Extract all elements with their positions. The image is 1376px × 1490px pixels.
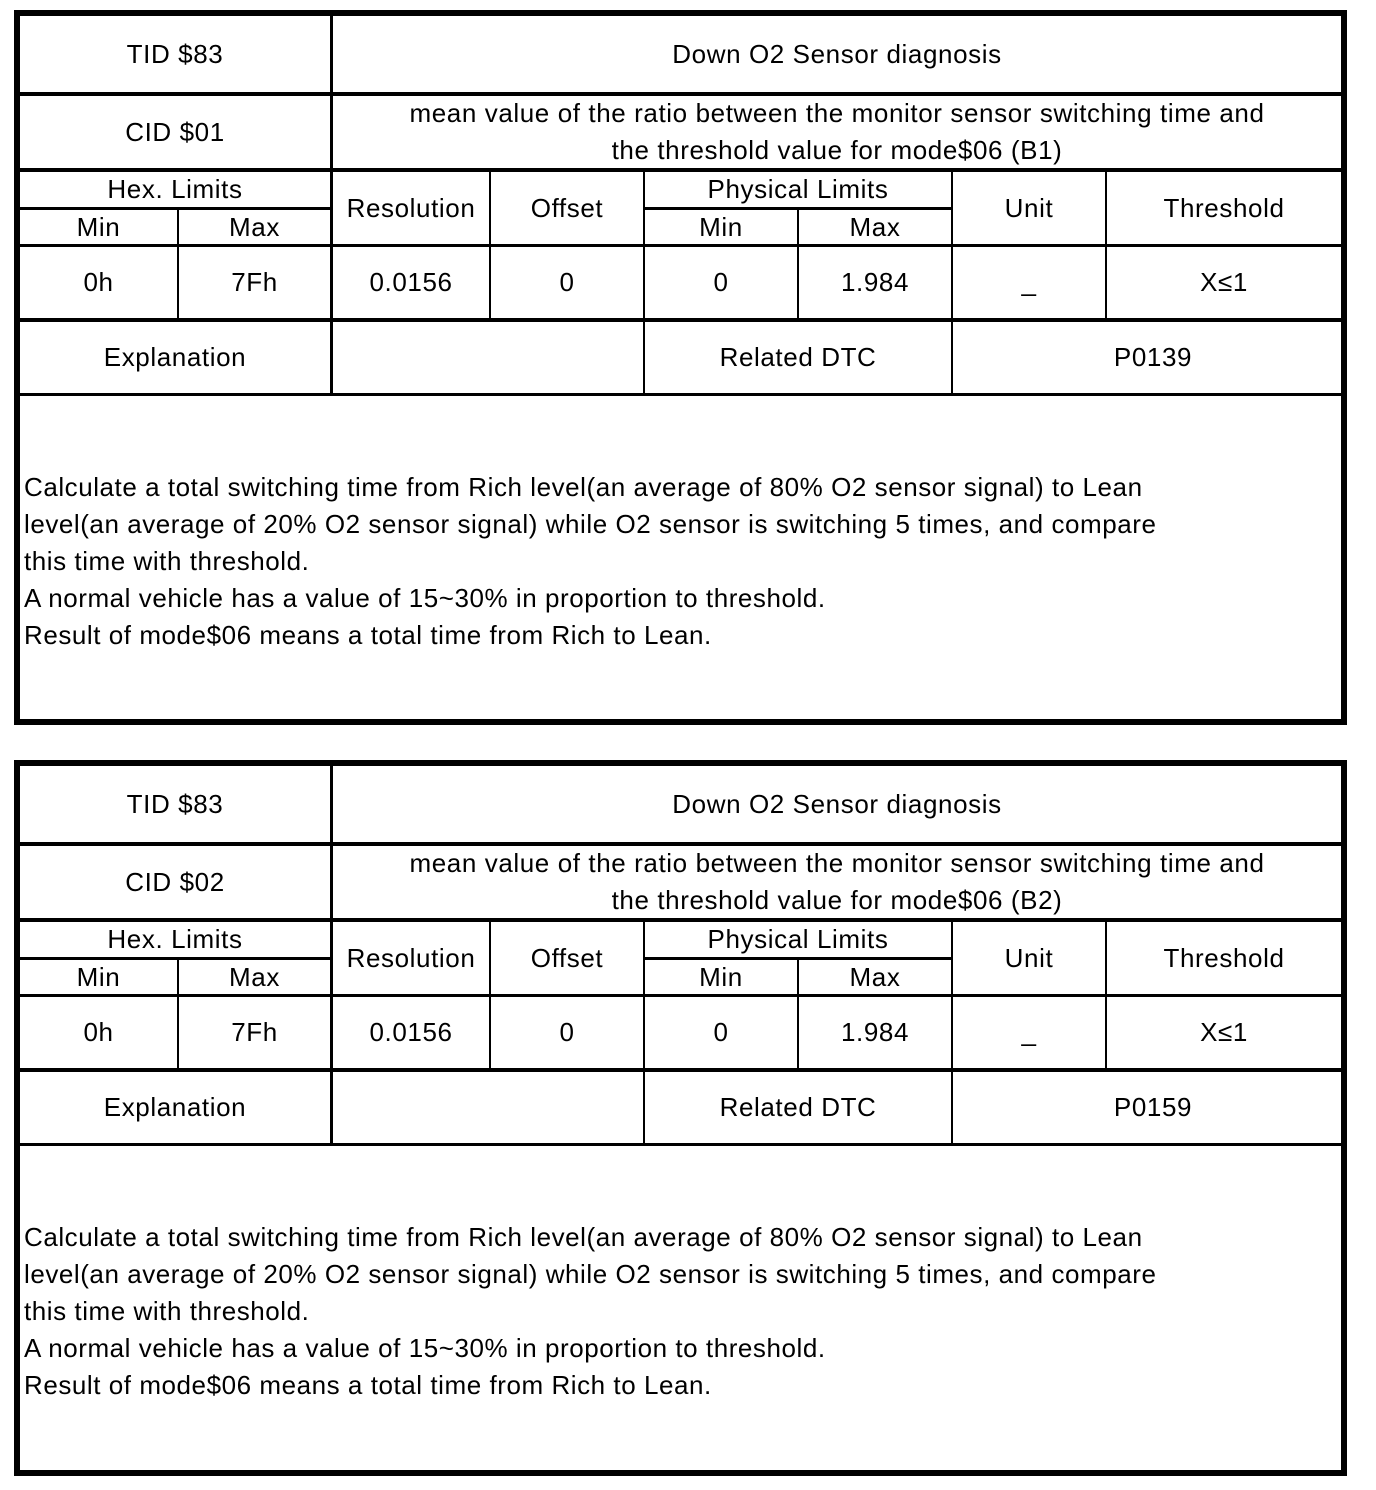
threshold-value: X≤1 bbox=[1200, 1017, 1248, 1047]
mode06-table-b1 bbox=[14, 10, 1347, 725]
description-line: the threshold value for mode$06 (B2) bbox=[611, 885, 1063, 915]
explanation-label: Explanation bbox=[103, 342, 247, 372]
title-cell: Down O2 Sensor diagnosis bbox=[672, 788, 1002, 819]
physical-limits-header: Physical Limits bbox=[707, 174, 889, 204]
explanation-line: A normal vehicle has a value of 15~30% in proportion to threshold. bbox=[24, 1332, 826, 1363]
phys-max-value: 1.984 bbox=[840, 1017, 910, 1047]
cid-cell: CID $02 bbox=[125, 866, 225, 897]
related-dtc-value: P0159 bbox=[1113, 1092, 1193, 1122]
mode06-table-b2 bbox=[14, 760, 1347, 1476]
phys-min-value: 0 bbox=[713, 1017, 729, 1047]
threshold-header: Threshold bbox=[1163, 192, 1285, 223]
hex-max-value: 7Fh bbox=[231, 267, 278, 297]
explanation-line: level(an average of 20% O2 sensor signal) while O2 sensor is switching 5 times, and compare bbox=[24, 508, 1157, 539]
resolution-value: 0.0156 bbox=[369, 1017, 453, 1047]
hex-min-value: 0h bbox=[83, 1017, 114, 1047]
explanation-line: Result of mode$06 means a total time from Rich to Lean. bbox=[24, 1369, 712, 1400]
explanation-text bbox=[24, 396, 1344, 726]
unit-value: _ bbox=[1021, 1017, 1037, 1047]
hex-min-header: Min bbox=[76, 961, 121, 992]
description-line: mean value of the ratio between the monitor sensor switching time and bbox=[409, 98, 1265, 128]
explanation-line: level(an average of 20% O2 sensor signal) while O2 sensor is switching 5 times, and compare bbox=[24, 1258, 1157, 1289]
physical-limits-header: Physical Limits bbox=[707, 924, 889, 954]
offset-value: 0 bbox=[559, 267, 575, 297]
threshold-header: Threshold bbox=[1163, 942, 1285, 973]
description-cell bbox=[333, 96, 1341, 168]
related-dtc-label: Related DTC bbox=[719, 1092, 877, 1122]
threshold-value: X≤1 bbox=[1200, 267, 1248, 297]
related-dtc-value: P0139 bbox=[1113, 342, 1193, 372]
explanation-line: this time with threshold. bbox=[24, 1295, 310, 1326]
resolution-header: Resolution bbox=[346, 942, 476, 973]
cid-cell: CID $01 bbox=[125, 116, 225, 147]
explanation-label: Explanation bbox=[103, 1092, 247, 1122]
hex-max-header: Max bbox=[229, 211, 280, 242]
tid-cell: TID $83 bbox=[126, 788, 224, 819]
hex-max-value: 7Fh bbox=[231, 1017, 278, 1047]
explanation-text bbox=[24, 1146, 1344, 1476]
title-cell: Down O2 Sensor diagnosis bbox=[672, 38, 1002, 69]
resolution-header: Resolution bbox=[346, 192, 476, 223]
related-dtc-label: Related DTC bbox=[719, 342, 877, 372]
hex-max-header: Max bbox=[229, 961, 280, 992]
description-line: the threshold value for mode$06 (B1) bbox=[611, 135, 1063, 165]
explanation-line: this time with threshold. bbox=[24, 545, 310, 576]
explanation-line: A normal vehicle has a value of 15~30% in proportion to threshold. bbox=[24, 582, 826, 613]
explanation-line: Calculate a total switching time from Rich level(an average of 80% O2 sensor signal) to Lean bbox=[24, 1221, 1143, 1252]
hex-limits-header: Hex. Limits bbox=[107, 174, 243, 204]
unit-header: Unit bbox=[1004, 192, 1054, 223]
tid-cell: TID $83 bbox=[126, 38, 224, 69]
phys-min-value: 0 bbox=[713, 267, 729, 297]
description-line: mean value of the ratio between the monitor sensor switching time and bbox=[409, 848, 1265, 878]
phys-max-header: Max bbox=[849, 961, 901, 992]
explanation-line: Result of mode$06 means a total time from Rich to Lean. bbox=[24, 619, 712, 650]
explanation-line: Calculate a total switching time from Rich level(an average of 80% O2 sensor signal) to Lean bbox=[24, 471, 1143, 502]
hex-min-header: Min bbox=[76, 211, 121, 242]
unit-header: Unit bbox=[1004, 942, 1054, 973]
offset-header: Offset bbox=[530, 192, 604, 223]
phys-min-header: Min bbox=[699, 211, 743, 242]
hex-min-value: 0h bbox=[83, 267, 114, 297]
offset-value: 0 bbox=[559, 1017, 575, 1047]
resolution-value: 0.0156 bbox=[369, 267, 453, 297]
phys-max-value: 1.984 bbox=[840, 267, 910, 297]
phys-max-header: Max bbox=[849, 211, 901, 242]
phys-min-header: Min bbox=[699, 961, 743, 992]
offset-header: Offset bbox=[530, 942, 604, 973]
unit-value: _ bbox=[1021, 267, 1037, 297]
description-cell bbox=[333, 846, 1341, 918]
hex-limits-header: Hex. Limits bbox=[107, 924, 243, 954]
